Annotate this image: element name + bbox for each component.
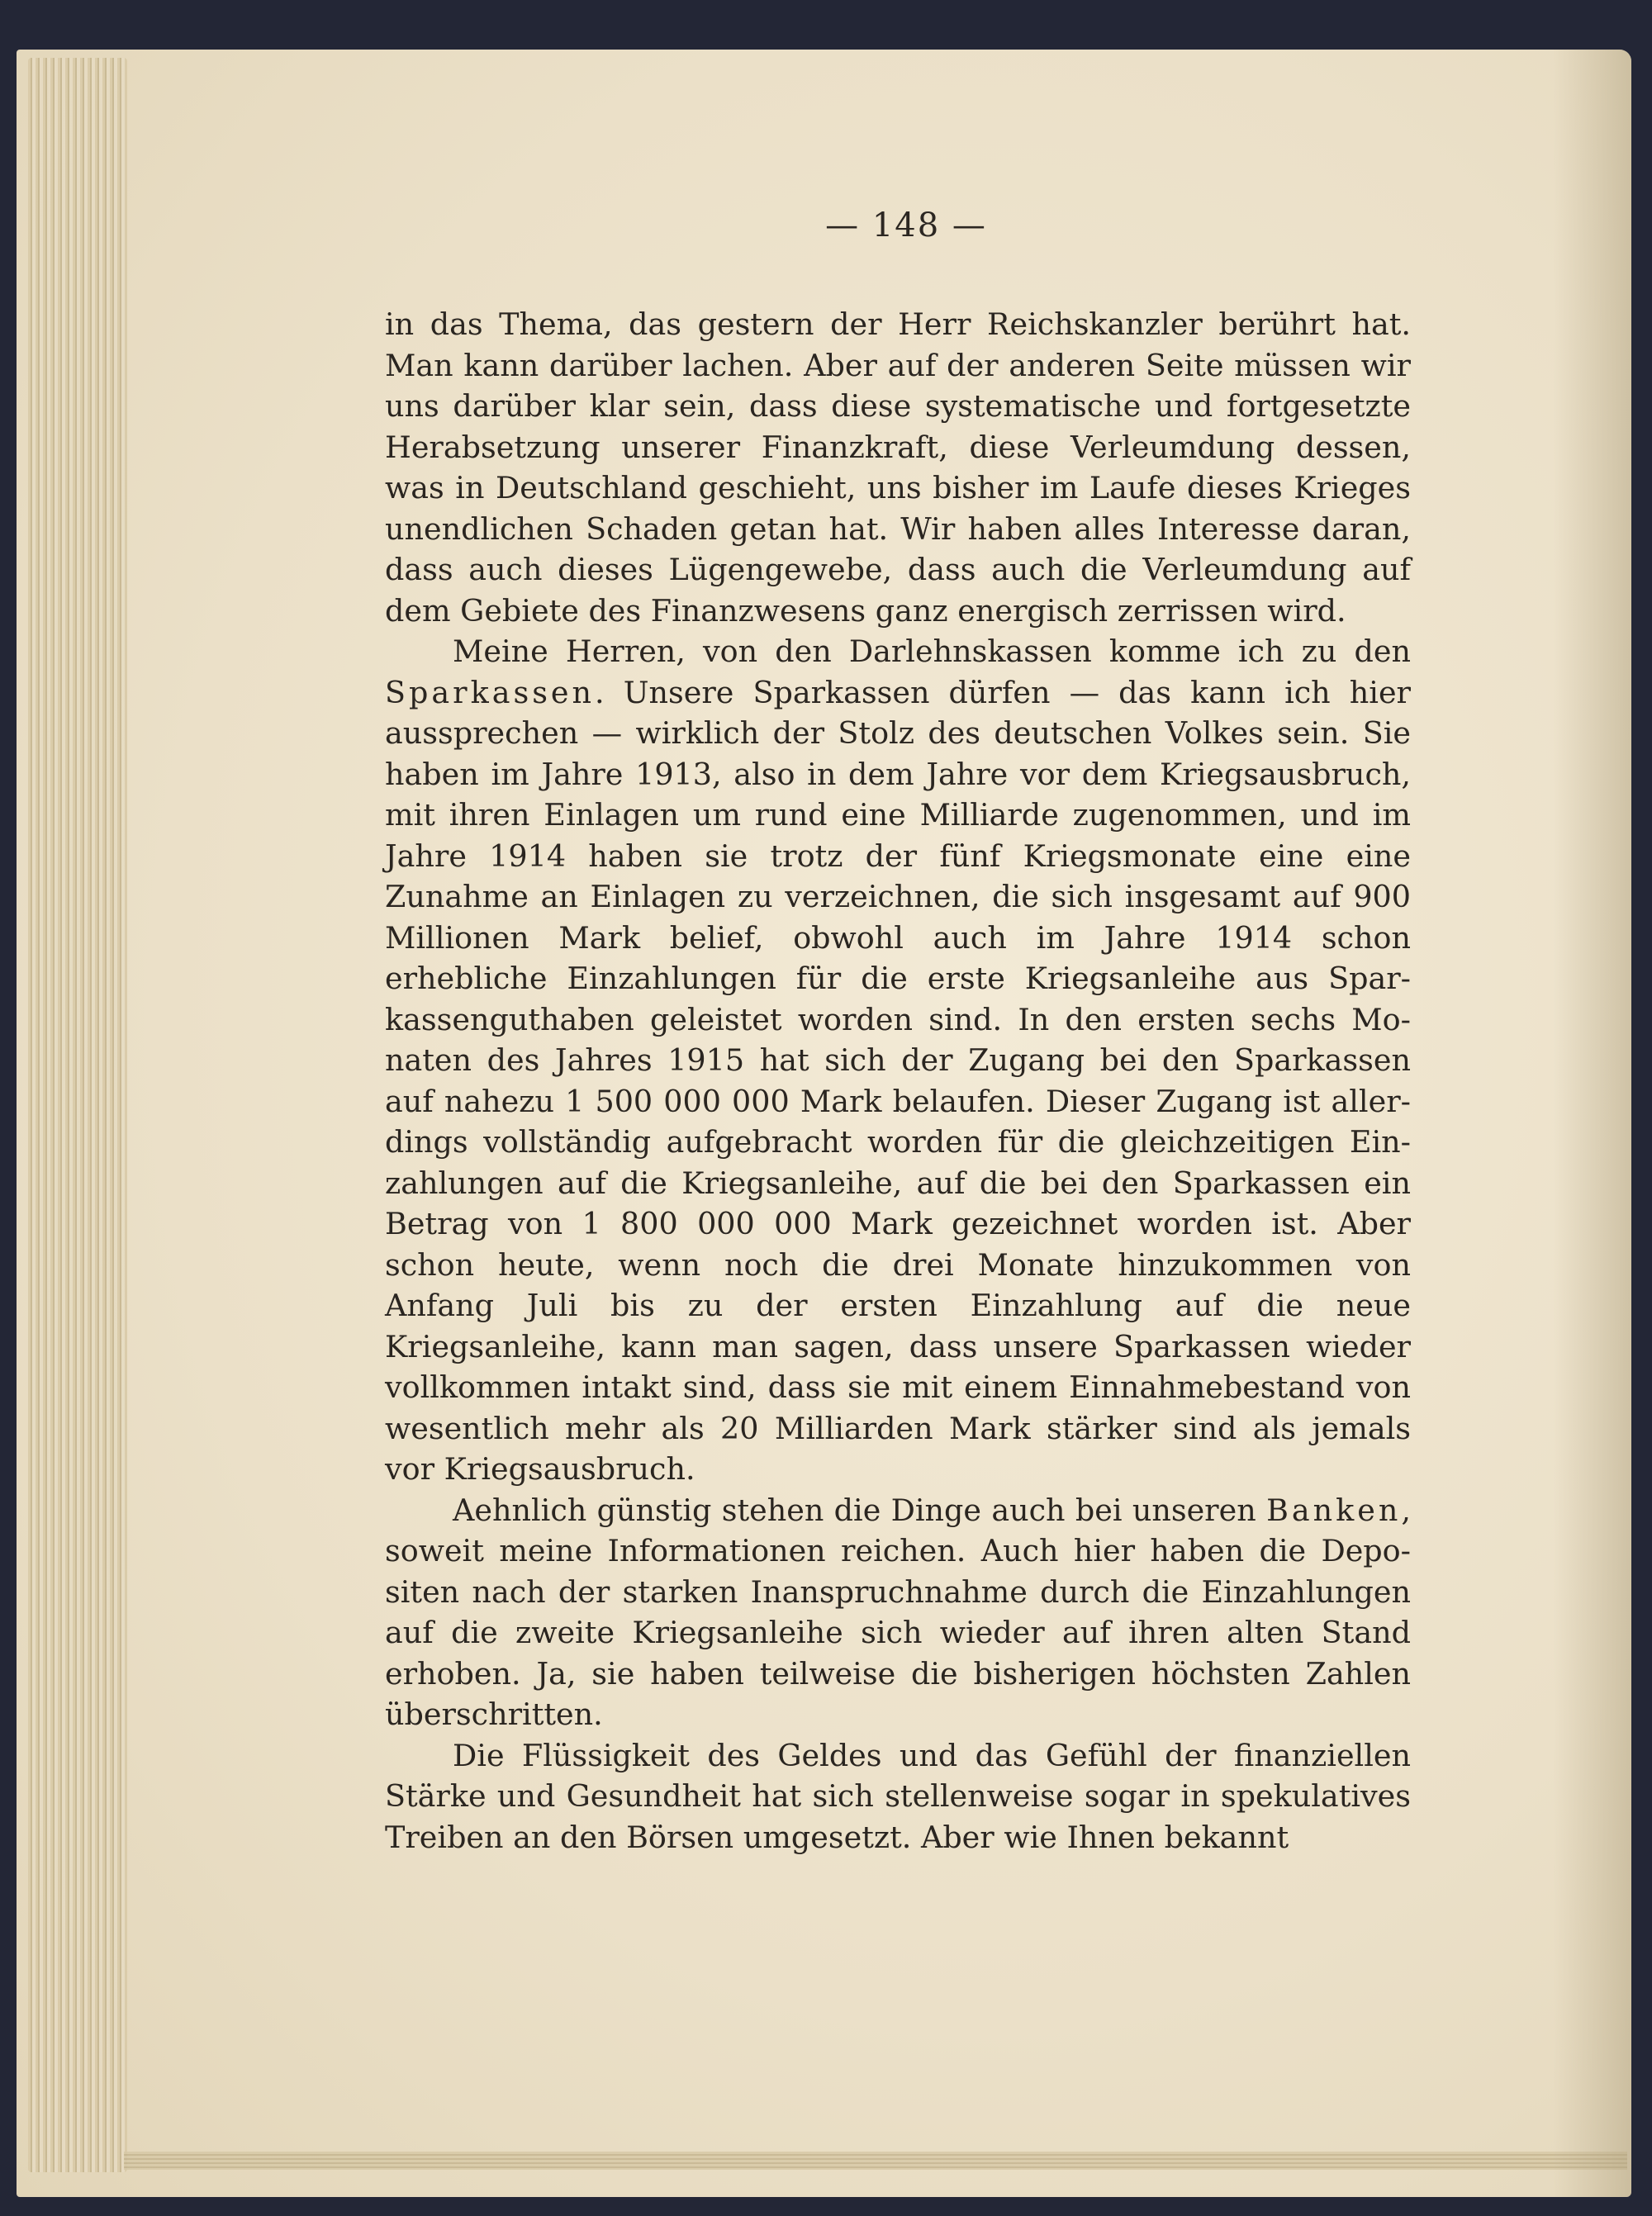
page-edges-bottom — [124, 2152, 1627, 2170]
paragraph-2-before: Meine Herren, von den Darlehnskassen komme ich zu den — [453, 633, 1411, 669]
paragraph-2 — [385, 631, 1411, 1490]
paragraph-3 — [385, 1490, 1411, 1735]
emphasis-sparkassen: Sparkassen — [385, 674, 596, 710]
page-edges-left — [28, 58, 127, 2172]
spine-shadow — [1553, 50, 1631, 2197]
emphasis-banken: Banken — [1266, 1492, 1402, 1528]
paragraph-1: in das Thema, das gestern der Herr Reichskanzler berührt hat. Man kann darüber lachen. Aber auf der anderen Seite müssen wir uns darüber klar sein, dass diese systematische und fortgesetzte Herabsetzung unserer Finanzkraft, diese Verleumdung dessen, was in Deutschland geschieht, uns bisher im Laufe dieses Krieges unendlichen Schaden getan hat. Wir haben alles Interesse daran, dass auch dieses Lügengewebe, dass auch die Verleumdung auf dem Gebiete des Finanzwesens ganz energisch zerrissen wird. — [385, 306, 1411, 629]
paragraph-2-after: . Unsere Sparkassen dürfen — das kann ich hier aussprechen — wirklich der Stolz des deutschen Volkes sein. Sie haben im Jahre 1913, also in dem Jahre vor dem Kriegsausbruch, mit ihren Einlagen um rund eine Milliarde zugenommen, und im Jahre 1914 haben sie trotz der fünf Kriegsmonate eine eine Zunahme an Einlagen zu verzeichnen, die sich insgesamt auf 900 Millionen Mark belief, obwohl auch im Jahre 1914 schon erhebliche Einzahlungen für die erste Kriegsanleihe aus Sparkassenguthaben geleistet worden sind. In den ersten sechs Monaten des Jahres 1915 hat sich der Zugang bei den Sparkassen auf nahezu 1 500 000 000 Mark belaufen. Dieser Zugang ist allerdings vollständig aufgebracht worden für die gleichzeitigen Einzahlungen auf die Kriegsanleihe, auf die bei den Sparkassen ein Betrag von 1 800 000 000 Mark gezeichnet worden ist. Aber schon heute, wenn noch die drei Monate hinzukommen von Anfang Juli bis zu der ersten Einzahlung auf die neue Kriegsanleihe, kann man sagen, dass unsere Sparkassen wieder vollkommen intakt sind, dass sie mit einem Einnahmebestand von wesentlich mehr als 20 Milliarden Mark stärker sind als jemals vor Kriegsausbruch. — [385, 674, 1411, 1487]
page-number: — 148 — — [825, 206, 987, 244]
page-content — [385, 206, 1411, 1858]
paragraph-3-after: , soweit meine Informationen reichen. Auch hier haben die Depositen nach der starken Inanspruchnahme durch die Einzahlungen auf die zweite Kriegsanleihe sich wieder auf ihren alten Stand erhoben. Ja, sie haben teilweise die bisherigen höchsten Zahlen überschritten. — [385, 1492, 1411, 1732]
paragraph-4: Die Flüssigkeit des Geldes und das Gefühl der finanziellen Stärke und Gesundheit hat sich stellenweise sogar in spekulatives Treiben an den Börsen umgesetzt. Aber wie Ihnen bekannt — [385, 1737, 1411, 1855]
paragraph-3-before: Aehnlich günstig stehen die Dinge auch bei unseren — [453, 1492, 1267, 1528]
